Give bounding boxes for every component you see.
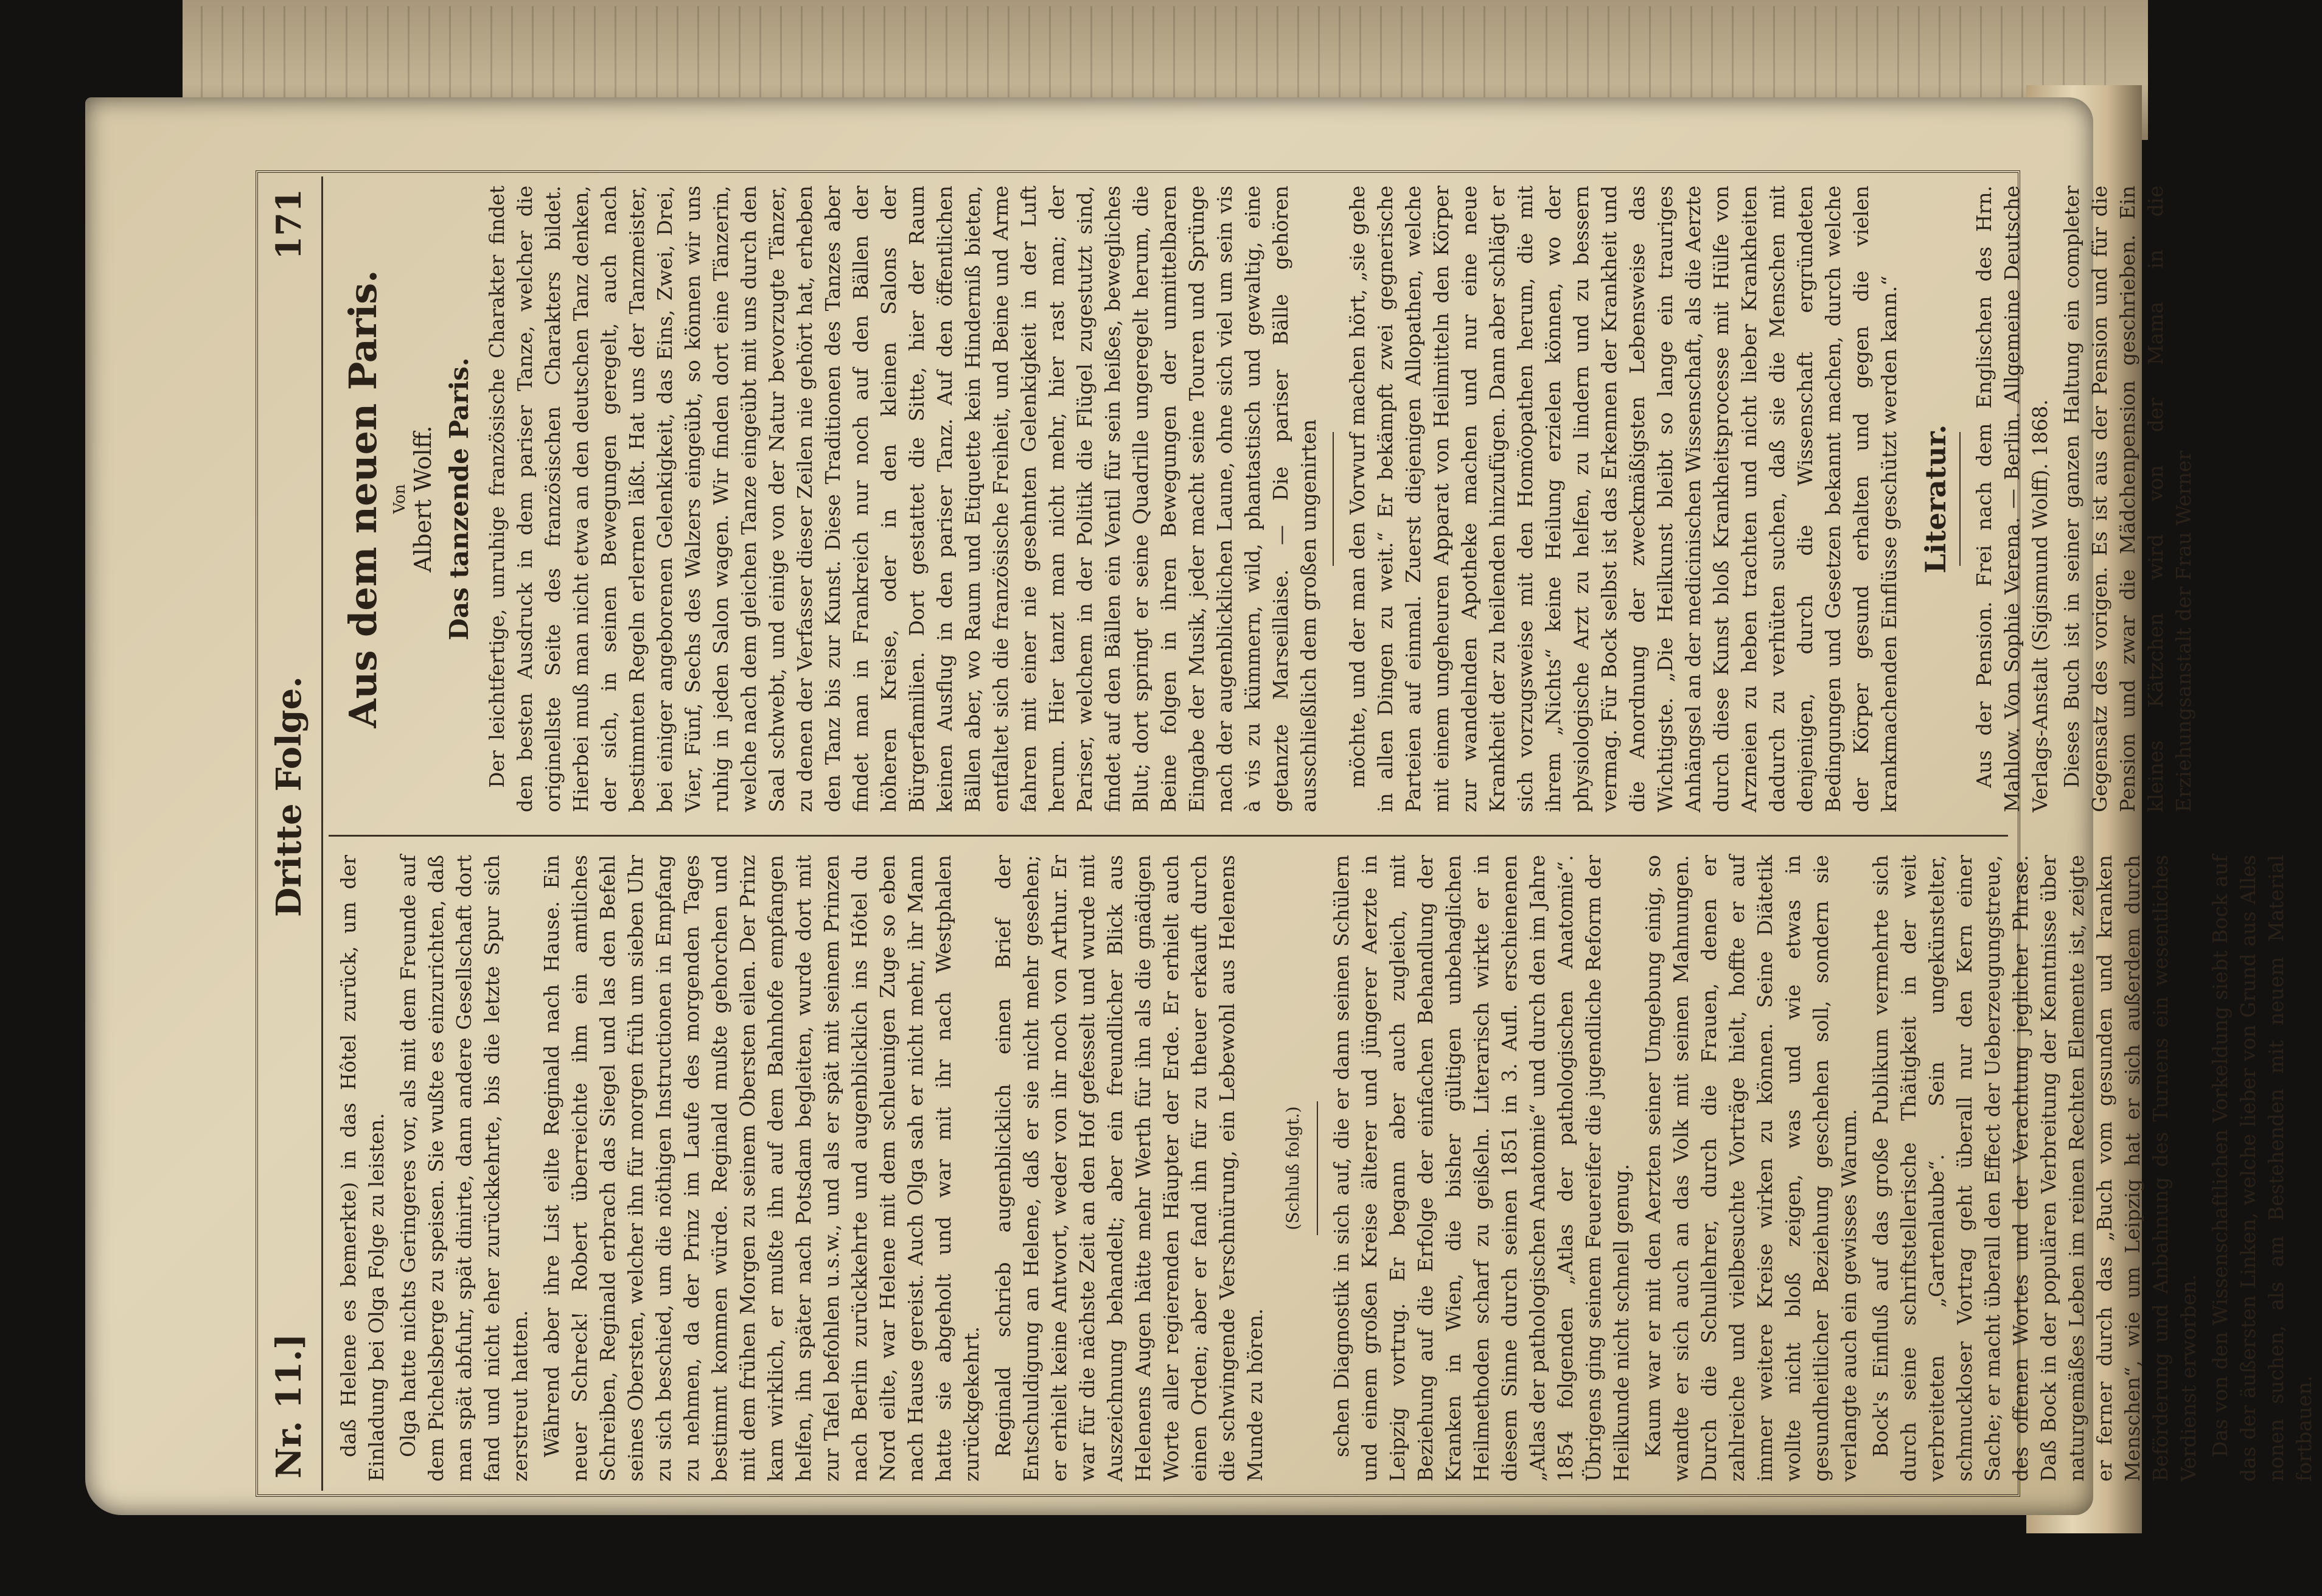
byline-von: Von bbox=[391, 484, 409, 514]
story-paragraph: daß Helene es bemerkte) in das Hôtel zurück, um der Einladung bei Olga Folge zu leisten. bbox=[336, 855, 388, 1482]
page-number: 171 bbox=[269, 189, 309, 260]
article-paragraph: Der leichtfertige, unruhige französische Charakter findet den besten Ausdruck in dem pariser Tanze, welcher die originellste Seite des französischen Charakters bildet. Hierbei muß man nicht etwa an den deutschen Tanz denken, der sich, in seinen Bewegungen geregelt, auch nach bestimmten Regeln erlernen läßt. Hat uns der Tanzmeister, bei einiger angeborenen Gelenkigkeit, das Eins, Zwei, Drei, Vier, Fünf, Sechs des Walzers eingeübt, so können wir uns ruhig in jeden Salon wagen. Wir finden dort eine Tänzerin, welche nach dem gleichen Tanze eingeübt mit uns durch den Saal schwebt, und einige von der Natur bevorzugte Tänzer, zu denen der Verfasser dieser Zeilen nie gehört hat, erheben den Tanz bis zur Kunst. Diese Traditionen des Tanzes aber findet man in Frankreich nur noch auf den Bällen der höheren Kreise, oder in den kleinen Salons der Bürgerfamilien. Dort gestattet die Sitte, hier der Raum keinen Ausflug in den pariser Tanz. Auf den öffentlichen Bällen aber, wo Raum und Etiquette kein Hinderniß bieten, entfaltet sich die französische Freiheit, und Beine und Arme fahren mit einer nie gesehnten Gelenkigkeit in der Luft herum. Hier tanzt man nicht mehr, hier rast man; der Pariser, welchem in der Politik die Flügel zugestutzt sind, findet auf den Bällen ein Ventil für sein heißes, bewegliches Blut; dort springt er seine Quadrille ungeregelt herum, die Beine folgen in ihren Bewegungen der unmittelbaren Eingabe der Musik, jeder macht seine Touren und Sprünge nach der augenblicklichen Laune, ohne sich viel um sein vis à vis zu kümmern, wild, phantastisch und gewaltig, eine getanzte Marseillaise. — Die pariser Bälle gehören ausschließlich dem großen ungenirten bbox=[485, 186, 1320, 812]
literature-title: Literatur. bbox=[1919, 424, 1952, 574]
column-rule bbox=[329, 835, 2008, 837]
article-paragraph: möchte, und der man den Vorwurf machen hört, „sie gehe in allen Dingen zu weit.“ Er bekämpft zwei gegnerische Parteien auf einmal. Zuerst diejenigen Allopathen, welche mit einem ungeheuren Apparat von Heilmitteln den Körper zur wandelnden Apotheke machen und nur eine neue Krankheit der zu heilenden hinzufügen. Dann aber schlägt er sich vorzugsweise mit den Homöopathen herum, die mit ihrem „Nichts“ keine Heilung erzielen können, wo der physiologische Arzt zu helfen, zu lindern und zu bessern vermag. Für Bock selbst ist das Erkennen der Krankheit und die Anordnung der zweckmäßigsten Lebensweise das Wichtigste. „Die Heilkunst bleibt so lange ein trauriges Anhängsel an der medicinischen Wissenschaft, als die Aerzte durch diese Kunst bloß Krankheitsprocesse mit Hülfe von Arzneien zu heben trachten und nicht lieber Krankheiten dadurch zu verhüten suchen, daß sie die Menschen mit denjenigen, durch die Wissenschaft ergründeten Bedingungen und Gesetzen bekannt machen, durch welche der Körper gesund erhalten und gegen die vielen krankmachenden Einflüsse geschützt werden kann.“ bbox=[1345, 186, 1901, 812]
story-paragraph: Während aber ihre List eilte Reginald nach Hause. Ein neuer Schreck! Robert überreichte ihm ein amtliches Schreiben, Reginald erbrach das Siegel und las den Befehl seines Obersten, welcher ihn für morgen früh um sieben Uhr zu sich beschied, um die nöthigen Instructionen in Empfang zu nehmen, da der Prinz im Laufe des morgenden Tages bestimmt kommen würde. Reginald mußte gehorchen und mit dem frühen Morgen zu seinem Obersten eilen. Der Prinz kam wirklich, er mußte ihn auf dem Bahnhofe empfangen helfen, ihn später nach Potsdam begleiten, wurde dort mit zur Tafel befohlen u.s.w., und als er spät mit seinem Prinzen nach Berlin zurückkehrte und augenblicklich ins Hôtel du Nord eilte, war Helene mit dem schleunigen Zuge so eben nach Hause gereist. Auch Olga sah er nicht mehr, ihr Mann hatte sie abgeholt und war mit ihr nach Westphalen zurückgekehrt. bbox=[540, 855, 983, 1482]
article-title: Aus dem neuen Paris. bbox=[341, 270, 385, 728]
left-column bbox=[335, 855, 2322, 1482]
series-title: Dritte Folge. bbox=[269, 676, 309, 918]
article-paragraph: schen Diagnostik in sich auf, die er dann seinen Schülern und einem großen Kreise älterer und jüngerer Aerzte in Leipzig vortrug. Er begann aber auch zugleich, mit Beziehung auf die Erfolge der einfachen Behandlung der Kranken in Wien, die bisher gültigen unbehaglichen Heilmethoden scharf zu geißeln. Literarisch wirkte er in diesem Sinne durch seinen 1851 in 3. Aufl. erschienenen „Atlas der pathologischen Anatomie“ und durch den im Jahre 1854 folgenden „Atlas der pathologischen Anatomie“. Übrigens ging seinem Feuereifer die jugendliche Reform der Heilkunde nicht schnell genug. bbox=[1330, 855, 1633, 1482]
author-name: Albert Wolff. bbox=[410, 425, 436, 573]
right-column bbox=[335, 186, 2202, 812]
continued-note: (Schluß folgt.) bbox=[1283, 1106, 1303, 1230]
literature-paragraph: Dieses Buch ist in seiner ganzen Haltung ein completer Gegensatz des vorigen. Es ist aus der Pension und für die Pension und zwar die Mädchenpension geschrieben. Ein kleines Kätzchen wird von der Mama in die Erziehungsanstalt der Frau Werner bbox=[2060, 186, 2195, 812]
page-content bbox=[219, 170, 2316, 1497]
article-subheading: Das tanzende Paris. bbox=[444, 357, 474, 641]
section-rule bbox=[1333, 432, 1334, 566]
article-paragraph: Das von den Wissenschaftlichen Vorkeldung siebt Bock auf das der äußersten Linken, welche lieber von Grund aus Alles nonen suchen, als am Bestehenden mit neuem Material fortbauen. bbox=[2208, 855, 2316, 1482]
header-rule bbox=[321, 176, 323, 1491]
page-header bbox=[262, 189, 316, 1479]
section-rule bbox=[1317, 1101, 1318, 1235]
article-paragraph: Bock's Einfluß auf das große Publikum vermehrte sich durch seine schriftstellerische Thätigkeit in der weit verbreiteten „Gartenlaube“. Sein ungekünstelter, schmuckloser Vortrag geht überall nur den Kern einer Sache; er macht überall den Effect der Ueberzeugungstreue, des offenen Wortes und der Verachtung jeglicher Phrase. Daß Bock in der populären Verbreitung der Kenntnisse über naturgemäßes Leben im reinen Rechten Elemente ist, zeigte er ferner durch das „Buch vom gesunden und kranken Menschen“, wie um Leipzig hat er sich außerdem durch Beförderung und Anbahnung des Turnens ein wesentliches Verdienst erworben. bbox=[1869, 855, 2200, 1482]
story-paragraph: Reginald schrieb augenblicklich einen Brief der Entschuldigung an Helene, daß er sie nicht mehr gesehen; er erhielt keine Antwort, weder von ihr noch von Arthur. Er war für die nächste Zeit an den Hof gefesselt und wurde mit Auszeichnung behandelt; aber ein freundlicher Blick aus Helenens Augen hätte mehr Werth für ihn als die gnädigen Worte aller regierenden Häupter der Erde. Er erhielt auch einen Orden; aber er fand ihn für zu theuer erkauft durch die schwingende Verschnürung, ein Lebewohl aus Helenens Munde zu hören. bbox=[991, 855, 1267, 1482]
article-paragraph: Kaum war er mit den Aerzten seiner Umgebung einig, so wandte er sich auch an das Volk mit seinen Mahnungen. Durch die Schullehrer, durch die Frauen, denen er zahlreiche und vielbesuchte Vorträge hielt, hoffte er auf immer weitere Kreise wirken zu können. Seine Diätetik wollte nicht bloß zeigen, was und wie etwas in gesundheitlicher Beziehung geschehen soll, sondern sie verlangte auch ein gewisses Warum. bbox=[1641, 855, 1861, 1482]
section-rule bbox=[1959, 432, 1961, 566]
literature-paragraph: Aus der Pension. Frei nach dem Englischen des Hrn. Mahlow. Von Sophie Verena. — Berlin. Allgemeine Deutsche Verlags-Anstalt (Sigismund Wolff). 1868. bbox=[1972, 186, 2052, 812]
story-paragraph: Olga hatte nichts Geringeres vor, als mit dem Freunde auf dem Pichelsberge zu speisen. Sie wußte es einzurichten, daß man spät abfuhr, spät dinirte, dann andere Gesellschaft dort fand und nicht eher zurückkehrte, bis die letzte Spur sich zerstreut hatten. bbox=[396, 855, 532, 1482]
issue-number: Nr. 11.] bbox=[269, 1333, 309, 1479]
